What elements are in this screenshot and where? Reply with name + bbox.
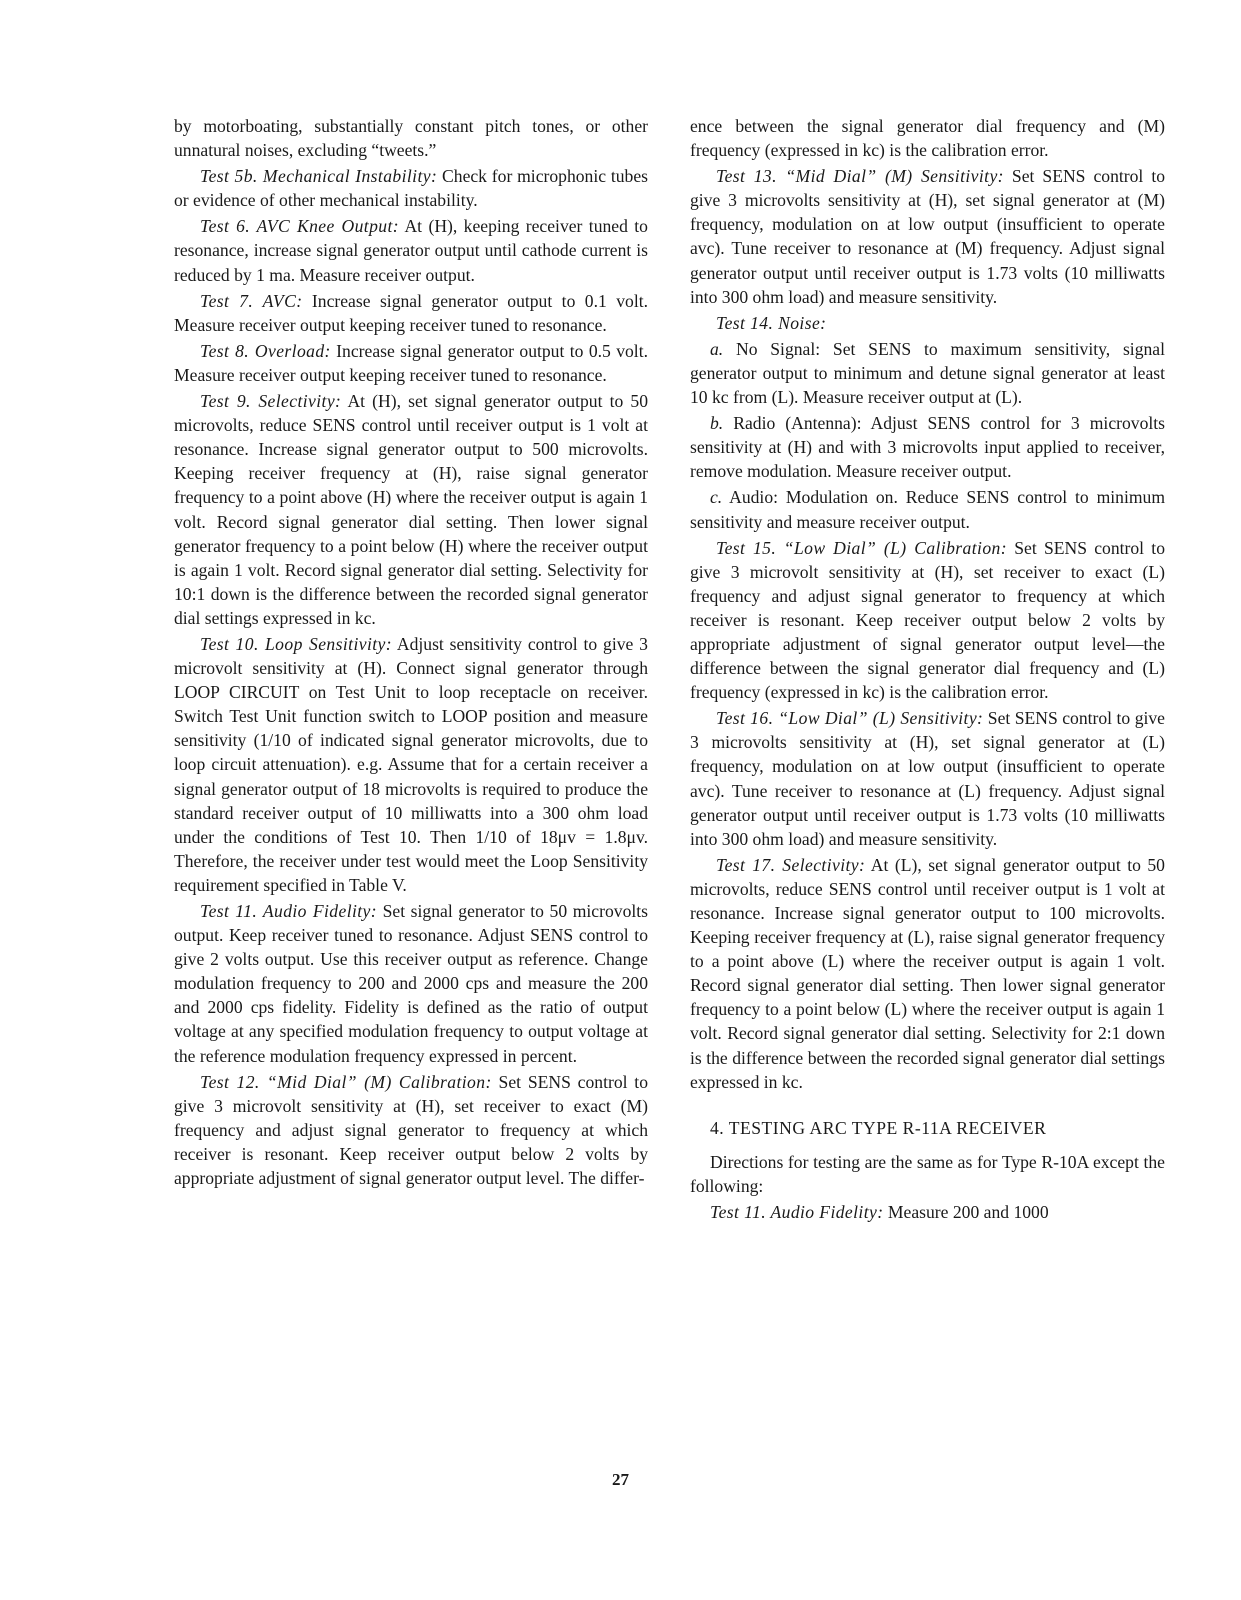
page-number: 27 [612,1470,629,1489]
item-letter: c. [710,487,723,508]
left-column [174,114,648,1192]
test-heading: Test 5b. Mechanical Instability: [200,166,438,187]
paragraph-r11a-test-11: Test 11. Audio Fidelity: Measure 200 and 1000 [710,1202,1049,1223]
paragraph-right-0: ence between the signal generator dial frequency and (M) frequency (expressed in kc) is the calibration error. [690,116,1165,161]
right-column [690,114,1165,1226]
paragraph-test-9: Test 9. Selectivity: At (H), set signal generator output to 50 microvolts, reduce SENS control until receiver output is 1 volt at resonance. Increase signal generator output to 500 microvolts. Keeping receiver frequency at (H), raise signal generator frequency to a point above (H) where the receiver output is again 1 volt. Record signal generator dial setting. Then lower signal generator frequency to a point below (H) where the receiver output is again 1 volt. Record signal generator dial setting. Selectivity for 10:1 down is the difference between the recorded signal generator dial settings expressed in kc. [174,391,648,628]
paragraph-test-7: Test 7. AVC: Increase signal generator output to 0.1 volt. Measure receiver output keeping receiver tuned to resonance. [174,290,648,335]
test-heading: Test 16. “Low Dial” (L) Sensitivity: [716,708,984,729]
test-heading: Test 11. Audio Fidelity: [200,901,378,921]
paragraph-test-6: Test 6. AVC Knee Output: At (H), keeping receiver tuned to resonance, increase signal generator output until cathode current is reduced by 1 ma. Measure receiver output. [174,216,648,285]
test-heading: Test 15. “Low Dial” (L) Calibration: [716,537,1007,558]
test-heading: Test 9. Selectivity: [200,391,342,412]
test-heading: Test 10. Loop Sensitivity: [200,633,392,654]
paragraph-left-0: by motorboating, substantially constant pitch tones, or other unnatural noises, excluding “tweets.” [174,116,648,161]
item-letter: a. [710,338,724,359]
test-heading: Test 14. Noise: [716,312,827,333]
paragraph-test-16: Test 16. “Low Dial” (L) Sensitivity: Set SENS control to give 3 microvolts sensitivity at (H), set signal generator at (L) frequency, modulation on at low output (insufficient to operate avc). Tune receiver to resonance at (L) frequency. Adjust signal generator output until receiver output is 1.73 volts (10 milliwatts into 300 ohm load) and measure sensitivity. [690,708,1165,849]
item-letter: b. [710,413,724,434]
test-heading: Test 12. “Mid Dial” (M) Calibration: [200,1071,492,1092]
section-heading: 4. TESTING ARC TYPE R-11A RECEIVER [710,1117,1047,1138]
paragraph-noise-c: c. Audio: Modulation on. Reduce SENS control to minimum sensitivity and measure receiver output. [690,487,1165,532]
test-heading: Test 8. Overload: [200,340,331,361]
paragraph-test-8: Test 8. Overload: Increase signal generator output to 0.5 volt. Measure receiver output keeping receiver tuned to resonance. [174,340,648,385]
paragraph-noise-b: b. Radio (Antenna): Adjust SENS control for 3 microvolts sensitivity at (H) and with 3 microvolts input applied to receiver, remove modulation. Measure receiver output. [690,413,1165,482]
test-heading: Test 13. “Mid Dial” (M) Sensitivity: [716,166,1004,187]
test-heading: Test 11. Audio Fidelity: [710,1202,884,1223]
test-heading: Test 7. AVC: [200,290,303,311]
paragraph-test-13: Test 13. “Mid Dial” (M) Sensitivity: Set SENS control to give 3 microvolts sensitivity at (H), set signal generator at (M) frequency, modulation on at low output (insufficient to operate avc). Tune receiver to resonance at (M) frequency. Adjust signal generator output until receiver output is 1.73 volts (10 milliwatts into 300 ohm load) and measure sensitivity. [690,166,1166,307]
test-heading: Test 17. Selectivity: [716,854,866,875]
section-intro: Directions for testing are the same as for Type R-10A except the following: [690,1151,1165,1196]
paragraph-test-11: Test 11. Audio Fidelity: Set signal generator to 50 microvolts output. Keep receiver tuned to resonance. Adjust SENS control to give 2 volts output. Use this receiver output as reference. Change modulation frequency to 200 and 2000 cps and measure the 200 and 2000 cps fidelity. Fidelity is defined as the ratio of output voltage at any specified modulation frequency to output voltage at the reference modulation frequency expressed in percent. [174,901,648,1066]
paragraph-test-12: Test 12. “Mid Dial” (M) Calibration: Set SENS control to give 3 microvolt sensitivity at (H), set receiver to exact (M) frequency and adjust signal generator to frequency at which receiver is resonant. Keep receiver output below 2 volts by appropriate adjustment of signal generator output level. The differ- [174,1071,648,1189]
paragraph-test-5b: Test 5b. Mechanical Instability: Check for microphonic tubes or evidence of other mechanical instability. [174,166,649,211]
paragraph-test-15: Test 15. “Low Dial” (L) Calibration: Set SENS control to give 3 microvolt sensitivity at (H), set receiver to exact (L) frequency and adjust signal generator to frequency at which receiver is resonant. Keep receiver output below 2 volts by appropriate adjustment of signal generator output level—the difference between the signal generator dial frequency and (L) frequency (expressed in kc) is the calibration error. [690,537,1165,703]
paragraph-test-17: Test 17. Selectivity: At (L), set signal generator output to 50 microvolts, reduce SENS control until receiver output is 1 volt at resonance. Increase signal generator output to 100 microvolts. Keeping receiver frequency at (L), raise signal generator frequency to a point above (L) where the receiver output is again 1 volt. Record signal generator dial setting. Then lower signal generator frequency to a point below (L) where the receiver output is again 1 volt. Record signal generator dial setting. Selectivity for 2:1 down is the difference between the recorded signal generator dial settings expressed in kc. [690,854,1165,1092]
paragraph-test-14 [690,311,1165,335]
paragraph-test-10: Test 10. Loop Sensitivity: Adjust sensitivity control to give 3 microvolt sensitivity at (H). Connect signal generator through LOOP CIRCUIT on Test Unit to loop receptacle on receiver. Switch Test Unit function switch to LOOP position and measure sensitivity (1/10 of indicated signal generator microvolts, due to loop circuit attenuation). e.g. Assume that for a certain receiver a signal generator output of 18 microvolts is required to produce the standard receiver output of 10 milliwatts into a 300 ohm load under the conditions of Test 10. Then 1/10 of 18μv = 1.8μv. Therefore, the receiver under test would meet the Loop Sensitivity requirement specified in Table V. [174,633,648,895]
test-heading: Test 6. AVC Knee Output: [200,216,400,237]
paragraph-noise-a: a. No Signal: Set SENS to maximum sensitivity, signal generator output to minimum and detune signal generator at least 10 kc from (L). Measure receiver output at (L). [690,338,1165,408]
